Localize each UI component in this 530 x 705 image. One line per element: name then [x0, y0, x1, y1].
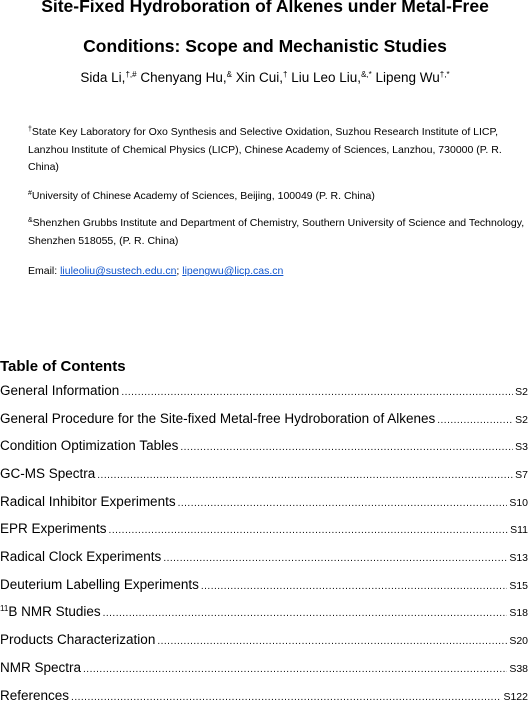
toc-entry-label	[0, 576, 199, 594]
toc-dot-leader	[163, 550, 507, 566]
author-affiliation-mark: †	[283, 70, 288, 79]
affiliation-3-text: Shenzhen Grubbs Institute and Department of Chemistry, Southern University of Science and Technology, Shenzhen 518055, (P. R. China)	[28, 217, 525, 247]
toc-entry[interactable]	[0, 465, 528, 483]
author-name: Chenyang Hu,	[140, 70, 227, 85]
author	[376, 70, 450, 85]
toc-entry-label	[0, 659, 81, 677]
affiliation-1-mark: †	[28, 126, 32, 133]
toc-entry[interactable]	[0, 382, 528, 400]
toc-entry-label	[0, 687, 69, 705]
title-line-2: Conditions: Scope and Mechanistic Studies	[83, 36, 447, 56]
toc-entry-text: B NMR Studies	[8, 604, 101, 619]
toc-entry-page: S13	[509, 552, 528, 564]
toc-entry-page: S10	[509, 497, 528, 509]
toc-dot-leader	[157, 633, 507, 649]
toc-entry-page: S18	[509, 607, 528, 619]
toc-entry-text: Radical Inhibitor Experiments	[0, 494, 176, 509]
toc-entry-text: General Procedure for the Site-fixed Metal-free Hydroboration of Alkenes	[0, 411, 436, 426]
toc-entry-label	[0, 437, 178, 455]
email-link-wu[interactable]: lipengwu@licp.cas.cn	[182, 265, 284, 277]
toc-entry-page: S2	[515, 386, 528, 398]
author-name: Lipeng Wu	[375, 70, 440, 85]
toc-entry[interactable]	[0, 520, 528, 538]
author-name: Sida Li,	[80, 70, 126, 85]
author-affiliation-mark: †,*	[439, 70, 450, 79]
author-affiliation-mark: &	[226, 70, 232, 79]
toc-dot-leader	[71, 689, 501, 705]
affiliation-3-mark: &	[28, 217, 33, 224]
toc-entry-text: References	[0, 688, 70, 703]
author	[291, 70, 371, 85]
toc-entry-text: General Information	[0, 383, 120, 398]
email-label: Email:	[28, 265, 61, 277]
toc-entry-superscript: 11	[0, 604, 9, 613]
author-affiliation-mark: †,#	[125, 70, 137, 79]
toc-dot-leader	[201, 578, 507, 594]
toc-entry[interactable]	[0, 687, 528, 705]
email-link-liu[interactable]: liuleoliu@sustech.edu.cn	[60, 265, 177, 277]
toc-entry-label	[0, 382, 119, 400]
affiliation-2-text: University of Chinese Academy of Sciences, Beijing, 100049 (P. R. China)	[31, 190, 375, 202]
toc-dot-leader	[121, 384, 513, 400]
affiliation-1	[28, 124, 528, 177]
author	[236, 70, 288, 85]
toc-entry[interactable]	[0, 410, 528, 428]
toc-entry-text: Condition Optimization Tables	[0, 438, 179, 453]
toc-entry-page: S11	[510, 524, 528, 536]
toc-dot-leader	[109, 522, 509, 538]
toc-entry[interactable]	[0, 576, 528, 594]
toc-entry[interactable]	[0, 493, 528, 511]
toc-dot-leader	[103, 605, 508, 621]
toc-entry-label	[0, 631, 155, 649]
toc-heading: Table of Contents	[0, 358, 126, 375]
affiliation-2-mark: #	[28, 190, 32, 197]
toc-dot-leader	[437, 412, 513, 428]
toc-entry-page: S7	[515, 469, 528, 481]
affiliation-2	[28, 188, 528, 206]
author-name: Xin Cui,	[235, 70, 284, 85]
toc-entry-text: Deuterium Labelling Experiments	[0, 577, 199, 592]
toc-entry-label	[0, 410, 435, 428]
email-separator: ;	[176, 265, 183, 277]
author-affiliation-mark: &,*	[361, 70, 372, 79]
toc-entry[interactable]	[0, 548, 528, 566]
toc-entry[interactable]	[0, 437, 528, 455]
toc-entry[interactable]	[0, 659, 528, 677]
title-line-1: Site-Fixed Hydroboration of Alkenes under Metal-Free	[41, 0, 489, 16]
toc-entry-text: NMR Spectra	[0, 660, 82, 675]
toc-entry[interactable]	[0, 631, 528, 649]
affiliation-1-text: State Key Laboratory for Oxo Synthesis and Selective Oxidation, Suzhou Research Institute of LICP, Lanzhou Institute of Chemical Physics (LICP), Chinese Academy of Sciences, Lanzhou, 730000 (P. R. China)	[28, 126, 502, 173]
toc-entry-page: S20	[509, 635, 528, 647]
author-list	[0, 69, 530, 87]
toc-entry[interactable]	[0, 603, 528, 621]
affiliation-3	[28, 215, 528, 250]
author-name: Liu Leo Liu,	[291, 70, 362, 85]
toc-entry-label	[0, 603, 101, 621]
toc-entry-label	[0, 520, 107, 538]
toc-entry-page: S15	[509, 580, 528, 592]
toc-entry-page: S3	[515, 441, 528, 453]
toc-dot-leader	[178, 495, 508, 511]
author	[80, 70, 136, 85]
toc-entry-text: Radical Clock Experiments	[0, 549, 162, 564]
toc-entry-page: S2	[515, 414, 528, 426]
toc-dot-leader	[83, 661, 507, 677]
toc-entry-page: S38	[509, 663, 528, 675]
toc-dot-leader	[180, 439, 513, 455]
author	[140, 70, 232, 85]
toc-dot-leader	[97, 467, 513, 483]
toc-entry-label	[0, 548, 161, 566]
toc-entry-text: EPR Experiments	[0, 521, 107, 536]
toc-entry-label	[0, 493, 176, 511]
toc-entry-page: S122	[503, 691, 528, 703]
toc-entry-text: GC-MS Spectra	[0, 466, 96, 481]
email-line	[28, 263, 283, 279]
toc-entry-label	[0, 465, 95, 483]
toc-entry-text: Products Characterization	[0, 632, 156, 647]
